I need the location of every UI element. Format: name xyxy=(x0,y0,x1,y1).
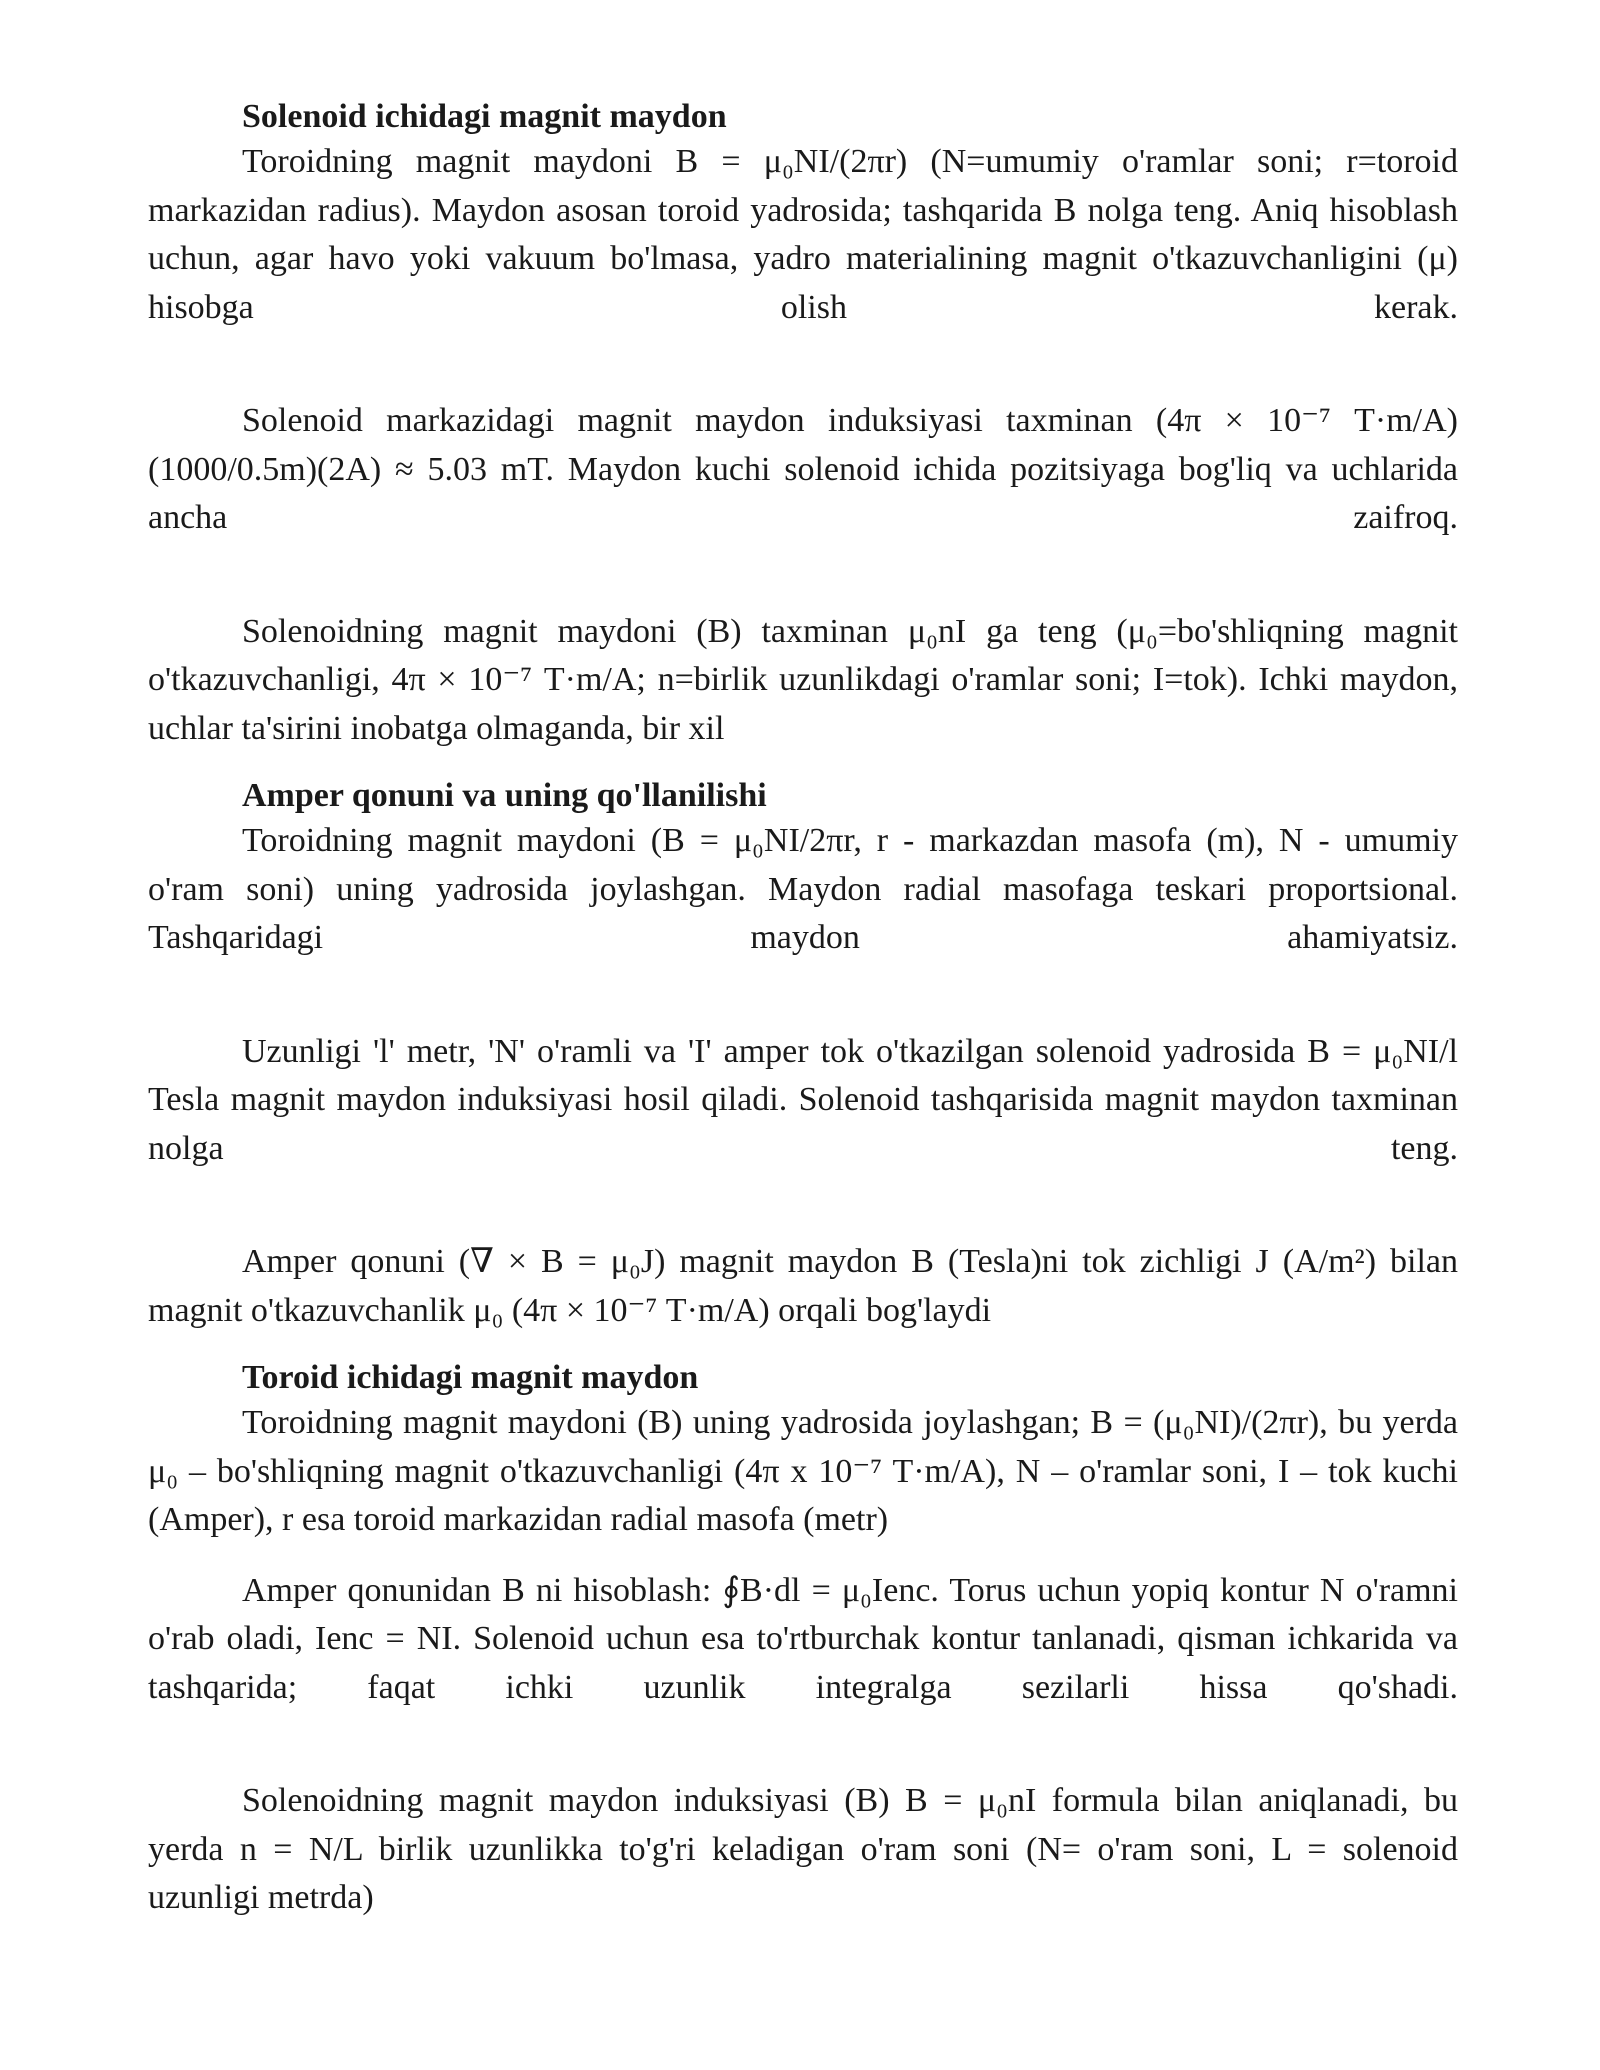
paragraph: Solenoid markazidagi magnit maydon induksiyasi taxminan (4π × 10⁻⁷ T·m/A)(1000/0.5m)(2A) ≈ 5.03 mT. Maydon kuchi solenoid ichida pozitsiyaga bog'liq va uchlarida ancha zaifroq. xyxy=(148,402,1458,536)
paragraph: Solenoidning magnit maydoni (B) taxminan μ₀nI ga teng (μ₀=bo'shliqning magnit o'tkazuvchanligi, 4π × 10⁻⁷ T·m/A; n=birlik uzunlikdagi o'ramlar soni; I=tok). Ichki maydon, uchlar ta'sirini inobatga olmaganda, bir xil xyxy=(148,612,1458,747)
section-heading: Toroid ichidagi magnit maydon xyxy=(242,1359,699,1396)
paragraph: Solenoidning magnit maydon induksiyasi (B) B = μ₀nI formula bilan aniqlanadi, bu yerda n = N/L birlik uzunlikka to'g'ri keladigan o'ram soni (N= o'ram soni, L = solenoid uzunligi metrda) xyxy=(148,1782,1458,1916)
section-heading: Amper qonuni va uning qo'llanilishi xyxy=(242,777,767,814)
paragraph: Amper qonuni (∇ × B = μ₀J) magnit maydon B (Tesla)ni tok zichligi J (A/m²) bilan magnit o'tkazuvchanlik μ₀ (4π × 10⁻⁷ T·m/A) orqali bog'laydi xyxy=(148,1243,1458,1329)
paragraph: Amper qonunidan B ni hisoblash: ∮B·dl = μ₀Ienc. Torus uchun yopiq kontur N o'ramni o'rab oladi, Ienc = NI. Solenoid uchun esa to'rtburchak kontur tanlanadi, qisman ichkarida va tashqarida; faqat ichki uzunlik integralga sezilarli hissa qo'shadi. xyxy=(148,1571,1458,1706)
paragraph: Toroidning magnit maydoni B = μ₀NI/(2πr) (N=umumiy o'ramlar soni; r=toroid markazidan radius). Maydon asosan toroid yadrosida; tashqarida B nolga teng. Aniq hisoblash uchun, agar havo yoki vakuum bo'lmasa, yadro materialining magnit o'tkazuvchanligini (μ) hisobga olish kerak. xyxy=(148,143,1458,326)
paragraph: Uzunligi 'l' metr, 'N' o'ramli va 'I' amper tok o'tkazilgan solenoid yadrosida B = μ₀NI/l Tesla magnit maydon induksiyasi hosil qiladi. Solenoid tashqarisida magnit maydon taxminan nolga teng. xyxy=(148,1032,1458,1167)
document-page xyxy=(148,96,1458,1923)
paragraph: Toroidning magnit maydoni (B) uning yadrosida joylashgan; B = (μ₀NI)/(2πr), bu yerda μ₀ – bo'shliqning magnit o'tkazuvchanligi (4π x 10⁻⁷ T·m/A), N – o'ramlar soni, I – tok kuchi (Amper), r esa toroid markazidan radial masofa (metr) xyxy=(148,1404,1458,1538)
paragraph: Toroidning magnit maydoni (B = μ₀NI/2πr, r - markazdan masofa (m), N - umumiy o'ram soni) uning yadrosida joylashgan. Maydon radial masofaga teskari proportsional. Tashqaridagi maydon ahamiyatsiz. xyxy=(148,822,1458,956)
section-heading: Solenoid ichidagi magnit maydon xyxy=(242,98,727,135)
